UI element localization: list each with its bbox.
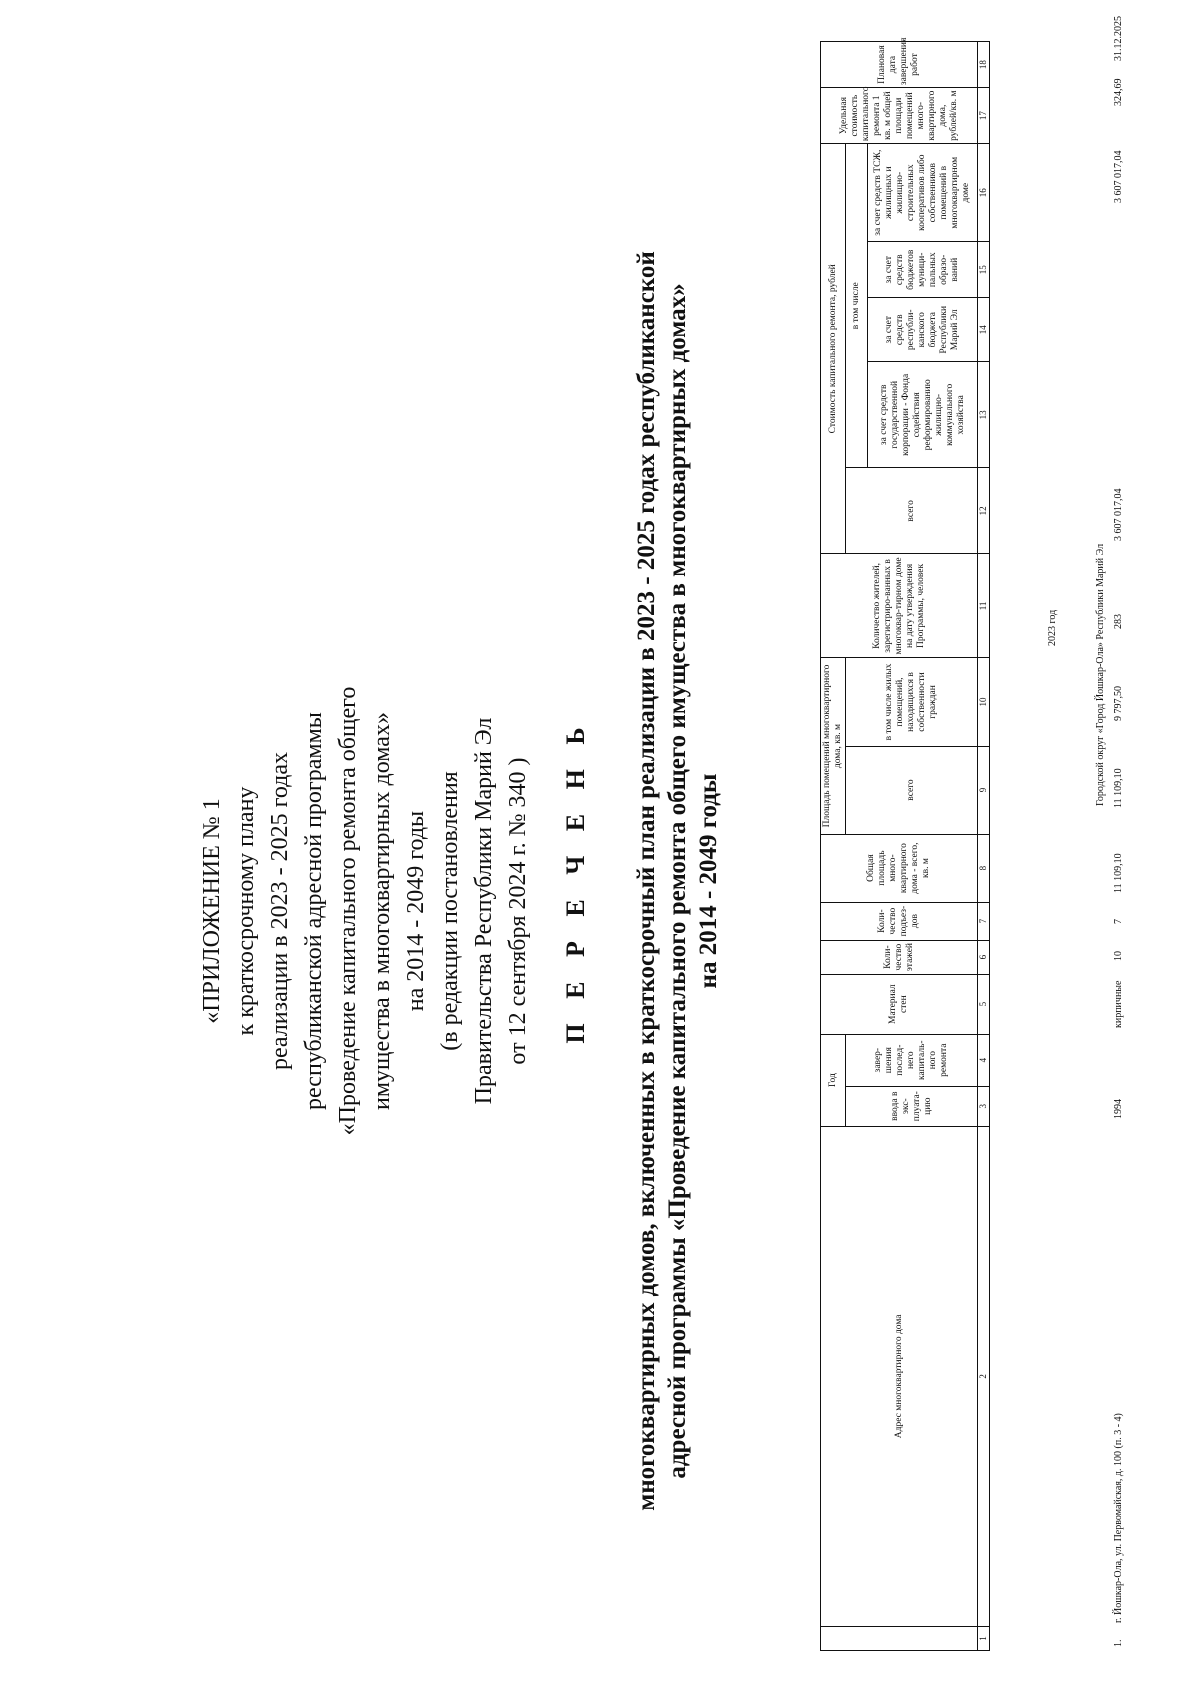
header-year-commission: ввода в экс-плуата-цию	[846, 1086, 978, 1126]
column-number: 10	[978, 658, 990, 746]
header-premises-residential: в том числе жилых помещений, находящихся в собственности граждан	[846, 658, 978, 746]
title-line: многоквартирных домов, включенных в краткосрочный план реализации в 2023 - 2025 годах республиканской	[633, 251, 660, 1511]
column-number: 1	[978, 1627, 990, 1651]
column-number: 17	[978, 88, 990, 144]
header-total-area: Общая площадь много-квартирного дома - всего, кв. м	[821, 834, 978, 902]
row-year-commission: 1994	[1113, 1099, 1124, 1119]
column-number: 13	[978, 362, 990, 468]
appendix-line: «Проведение капитального ремонта общего	[335, 686, 361, 1136]
column-number: 16	[978, 144, 990, 242]
header-unit-cost: Удельная стоимость капитального ремонта 1 кв. м общей площади помещений много-квартирного дома, рублей/кв. м	[821, 88, 978, 144]
column-number: 7	[978, 902, 990, 940]
column-number: 3	[978, 1086, 990, 1126]
header-cost-total: всего	[846, 468, 978, 554]
header-including: в том числе	[846, 144, 868, 468]
column-number: 4	[978, 1034, 990, 1086]
row-number: 1.	[1113, 1639, 1124, 1647]
header-year: Год	[821, 1034, 846, 1126]
document-title	[560, 141, 724, 1621]
column-number: 12	[978, 468, 990, 554]
appendix-line: от 12 сентября 2024 г. № 340 )	[505, 757, 531, 1065]
row-unit-cost: 324,69	[1113, 78, 1124, 106]
column-number: 18	[978, 42, 990, 88]
title-line: адресной программы «Проведение капитального ремонта общего имущества в многоквартирных домах»	[664, 283, 691, 1479]
section-district: Городской округ «Город Йошкар-Ола» Республики Марий Эл	[1095, 543, 1106, 806]
appendix-line: к краткосрочному плану	[233, 786, 259, 1036]
header-planned-date: Плановая дата завершения работ	[821, 42, 978, 88]
row-premises-residential: 9 797,50	[1113, 686, 1124, 721]
header-address: Адрес многоквартирного дома	[821, 1126, 978, 1626]
header-cost-owners: за счет средств ТСЖ, жилищных и жилищно-строительных кооперативов либо собственников помещений в многоквартирном доме	[868, 144, 978, 242]
title-line: на 2014 - 2049 годы	[695, 773, 722, 989]
column-number: 11	[978, 554, 990, 658]
header-cost-fund: за счет средств государственной корпорации - Фонда содействия реформированию жилищно-коммунального хозяйства	[868, 362, 978, 468]
section-year: 2023 год	[1047, 609, 1058, 646]
column-number: 15	[978, 242, 990, 298]
header-cost: Стоимость капитального ремонта, рублей	[821, 144, 846, 554]
column-number: 2	[978, 1126, 990, 1626]
row-premises-total: 11 109,10	[1113, 768, 1124, 808]
table-header	[820, 37, 990, 1651]
header-year-last-repair: завер-шения послед-него капиталь-ного ремонта	[846, 1034, 978, 1086]
row-cost-owners: 3 607 017,04	[1113, 150, 1124, 203]
row-address: г. Йошкар-Ола, ул. Первомайская, д. 100 (п. 3 - 4)	[1113, 1413, 1124, 1623]
header-cost-republic: за счет средств республи-канского бюджета Республики Марий Эл	[868, 298, 978, 362]
appendix-line: реализации в 2023 - 2025 годах	[267, 751, 293, 1071]
header-floors: Коли-чество этажей	[821, 940, 978, 974]
row-floors: 10	[1113, 951, 1124, 961]
header-entrances: Коли-чество подъез-дов	[821, 902, 978, 940]
column-number: 8	[978, 834, 990, 902]
title-heading: П Е Р Е Ч Е Н Ь	[561, 718, 590, 1044]
header-cost-municipal: за счет средств бюджетов муници-пальных образо-ваний	[868, 242, 978, 298]
appendix-block	[195, 301, 535, 1521]
appendix-line: имущества в многоквартирных домах»	[369, 712, 395, 1110]
header-premises-total: всего	[846, 746, 978, 834]
appendix-line: на 2014 - 2049 годы	[403, 810, 429, 1012]
row-planned-date: 31.12.2025	[1113, 16, 1124, 61]
column-number: 6	[978, 940, 990, 974]
header-wall-material: Материал стен	[821, 974, 978, 1034]
row-total-area: 11 109,10	[1113, 853, 1124, 893]
appendix-line: «ПРИЛОЖЕНИЕ № 1	[199, 798, 225, 1024]
row-entrances: 7	[1113, 919, 1124, 924]
column-number: 9	[978, 746, 990, 834]
header-residents: Количество жителей, зарегистриро-ванных в многоквар-тирном доме на дату утверждения Программы, человек	[821, 554, 978, 658]
row-wall-material: кирпичные	[1113, 980, 1124, 1028]
row-cost-total: 3 607 017,04	[1113, 488, 1124, 541]
header-premises-area: Площадь помещений многоквартирного дома, кв. м	[821, 658, 846, 834]
column-number: 5	[978, 974, 990, 1034]
row-residents: 283	[1113, 614, 1124, 629]
column-number: 14	[978, 298, 990, 362]
appendix-line: (в редакции постановления	[437, 771, 463, 1051]
appendix-line: Правительства Республики Марий Эл	[471, 717, 497, 1105]
appendix-line: республиканской адресной программы	[301, 712, 327, 1110]
